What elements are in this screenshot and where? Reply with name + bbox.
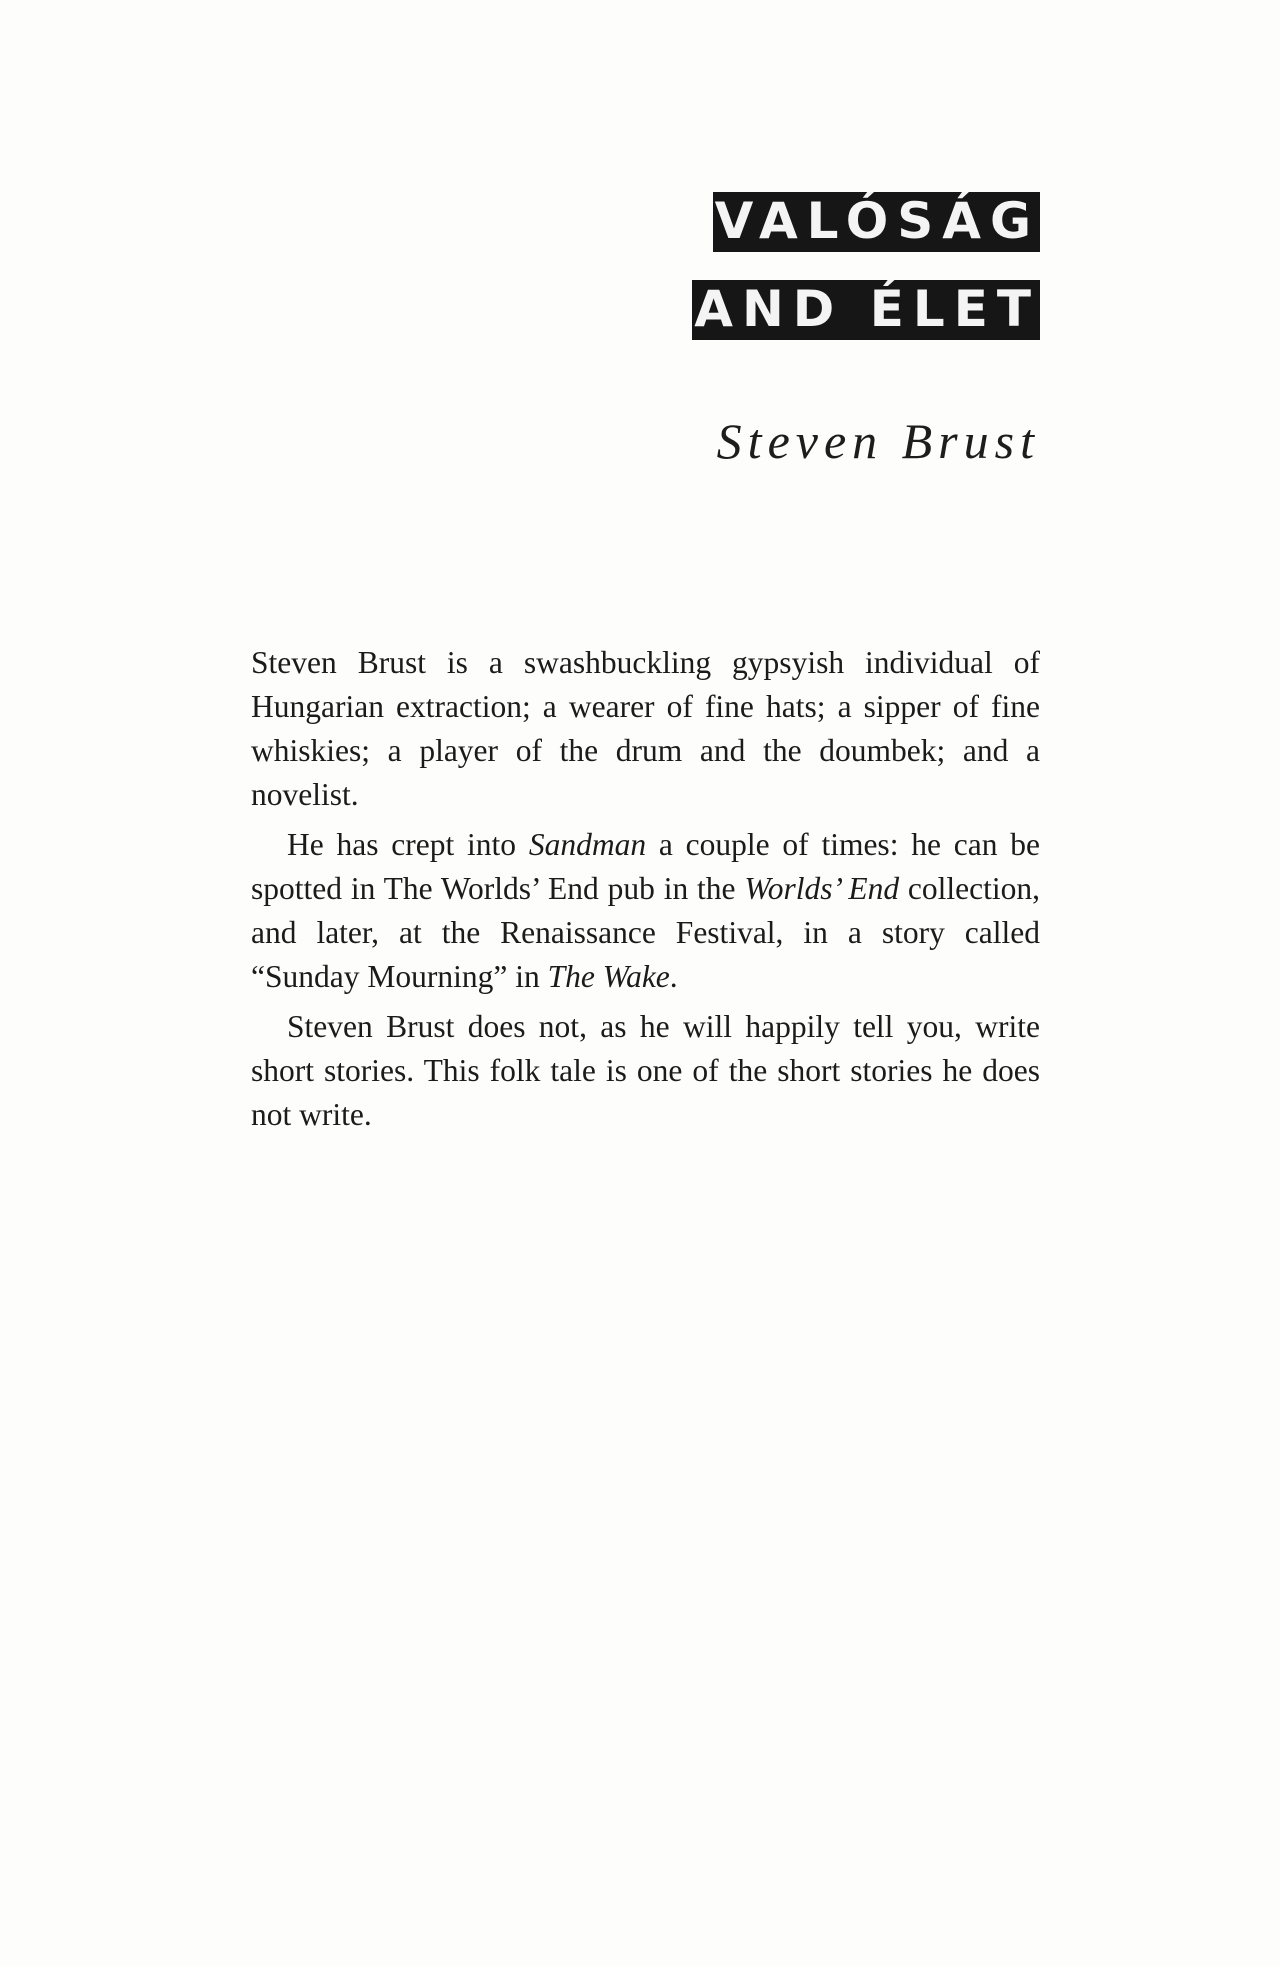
title-line-1: VALÓSÁG	[714, 192, 1040, 250]
author-name: Steven Brust	[716, 413, 1040, 469]
title-line-2: AND ÉLET	[694, 280, 1040, 338]
book-title-worlds-end: Worlds’ End	[744, 871, 900, 906]
bio-paragraph-1: Steven Brust is a swashbuckling gypsyish individual of Hungarian extraction; a wearer of fine hats; a sipper of fine whiskies; a player of the drum and the doumbek; and a novelist.	[251, 645, 1040, 812]
story-title	[692, 192, 1040, 340]
author-bio	[251, 641, 1040, 1143]
bio-text: collection, and later, at the Renaissance Festival, in a story called “Sunday Mourning” in	[251, 871, 1041, 994]
bio-text: .	[669, 959, 678, 994]
bio-text: He has crept into	[287, 827, 529, 862]
bio-paragraph-2	[251, 823, 1040, 999]
bio-text: a couple of times: he can be spotted in The Worlds’ End pub in the	[251, 827, 1040, 906]
bio-paragraph-3: Steven Brust does not, as he will happily tell you, write short stories. This folk tale is one of the short stories he does not write.	[251, 1009, 1040, 1132]
book-title-sandman: Sandman	[528, 827, 647, 862]
book-title-the-wake: The Wake	[547, 959, 670, 994]
